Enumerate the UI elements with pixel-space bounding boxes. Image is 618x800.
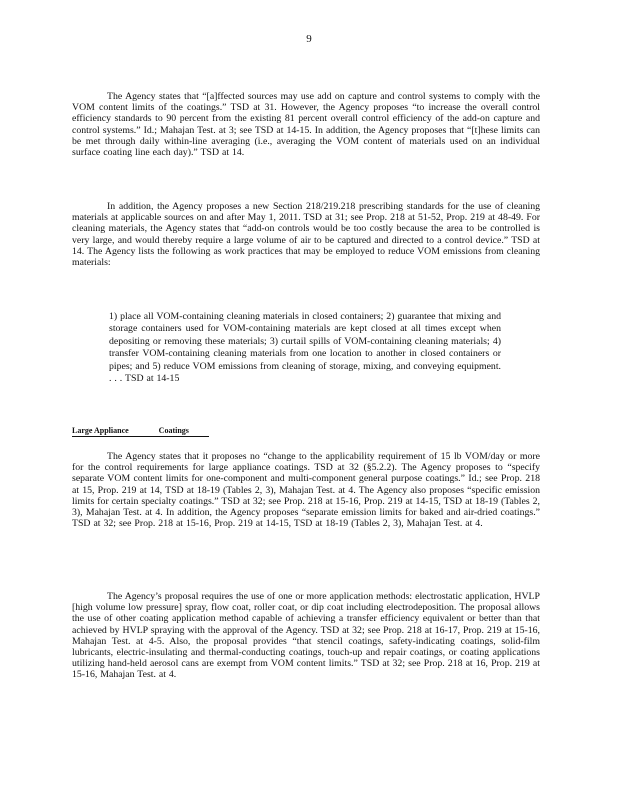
section-heading-large-appliance-coatings [72, 426, 189, 435]
section-heading-part1: Large Appliance [72, 426, 129, 435]
section-heading-underline [72, 436, 209, 437]
paragraph-cleaning-materials: In addition, the Agency proposes a new Section 218/219.218 prescribing standards for the use of cleaning materials at applicable sources on and after May 1, 2011. TSD at 31; see Prop. 218 at 51-52, Prop. 219 at 48-49. For cleaning materials, the Agency states that “add-on controls would be too costly because the area to be controlled is very large, and would thereby require a large volume of air to be captured and directed to a control device.” TSD at 14. The Agency lists the following as work practices that may be employed to reduce VOM emissions from cleaning materials: [72, 201, 540, 269]
page-number: 9 [306, 33, 312, 45]
section-heading-part2: Coatings [158, 426, 189, 435]
paragraph-application-methods: The Agency’s proposal requires the use of one or more application methods: electrostatic application, HVLP [high volume low pressure] spray, flow coat, roller coat, or dip coat including electrodeposition. The proposal allows the use of other coating application method capable of achieving a transfer efficiency equivalent or better than that achieved by HVLP spraying with the approval of the Agency. TSD at 32; see Prop. 218 at 16-17, Prop. 219 at 15-16, Mahajan Test. at 4-5. Also, the proposal provides “that stencil coatings, safety-indicating coatings, solid-film lubricants, electric-insulating and thermal-conducting coatings, touch-up and repair coatings, or coating applications utilizing hand-held aerosol cans are exempt from VOM content limits.” TSD at 32; see Prop. 218 at 16, Prop. 219 at 15-16, Mahajan Test. at 4. [72, 591, 540, 681]
paragraph-large-appliance-limits: The Agency states that it proposes no “change to the applicability requirement of 15 lb VOM/day or more for the control requirements for large appliance coatings. TSD at 32 (§5.2.2). The Agency proposes to “specify separate VOM content limits for one-component and multi-component general purpose coatings.” Id.; see Prop. 218 at 15, Prop. 219 at 14, TSD at 18-19 (Tables 2, 3), Mahajan Test. at 4. The Agency also proposes “specific emission limits for certain specialty coatings.” TSD at 32; see Prop. 218 at 15-16, Prop. 219 at 14-15, TSD at 18-19 (Tables 2, 3), Mahajan Test. at 4. In addition, the Agency proposes “separate emission limits for baked and air-dried coatings.” TSD at 32; see Prop. 218 at 15-16, Prop. 219 at 14-15, TSD at 18-19 (Tables 2, 3), Mahajan Test. at 4. [72, 451, 540, 530]
block-quote-work-practices: 1) place all VOM-containing cleaning materials in closed containers; 2) guarantee that mixing and storage containers used for VOM-containing materials are kept closed at all times except when depositing or removing these materials; 3) curtail spills of VOM-containing cleaning materials; 4) transfer VOM-containing cleaning materials from one location to another in closed containers or pipes; and 5) reduce VOM emissions from cleaning of storage, mixing, and conveying equipment. . . . TSD at 14-15 [109, 311, 501, 385]
paragraph-vom-capture-control: The Agency states that “[a]ffected sources may use add on capture and control systems to comply with the VOM content limits of the coatings.” TSD at 31. However, the Agency proposes “to increase the overall control efficiency standards to 90 percent from the existing 81 percent overall control efficiency of the add-on capture and control systems.” Id.; Mahajan Test. at 3; see TSD at 14-15. In addition, the Agency proposes that “[t]hese limits can be met through daily within-line averaging (i.e., averaging the VOM content of materials used on an individual surface coating line each day).” TSD at 14. [72, 91, 540, 159]
